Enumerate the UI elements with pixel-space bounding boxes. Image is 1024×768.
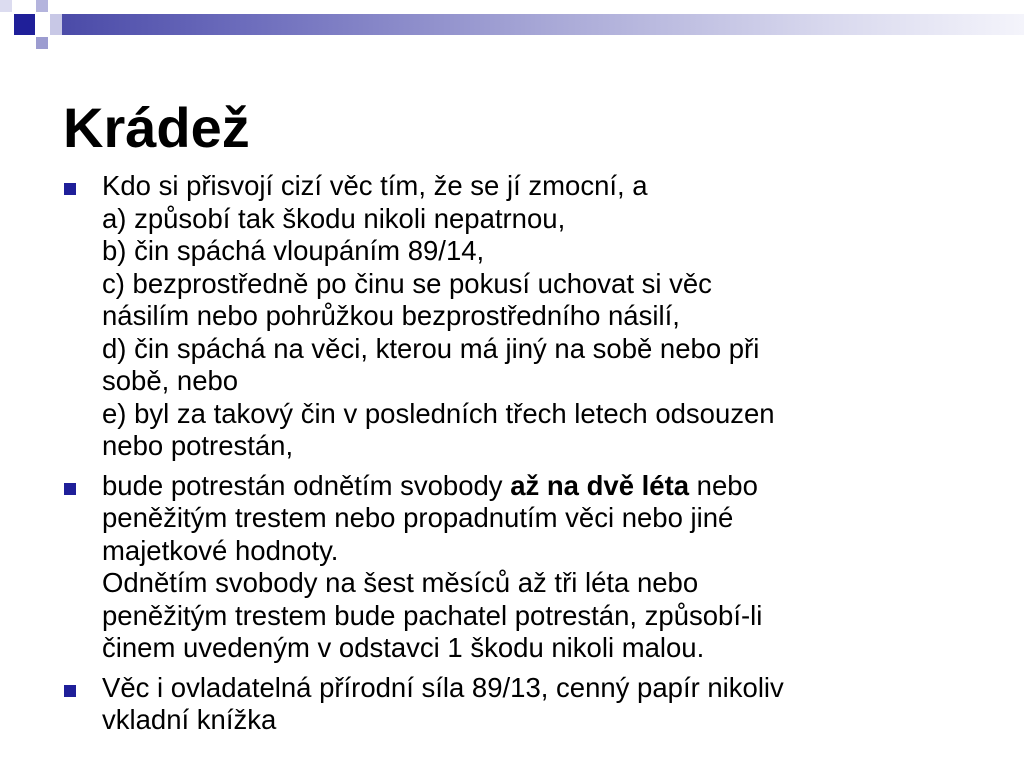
bullet-line: c) bezprostředně po činu se pokusí uchovat si věc — [102, 267, 712, 299]
bullet-line — [102, 470, 964, 503]
square-bullet-icon — [64, 685, 76, 697]
bullet-line: sobě, nebo — [102, 365, 239, 396]
bullet-line: nebo potrestán, — [102, 430, 294, 461]
bullet-line: a) způsobí tak škodu nikoli nepatrnou, — [102, 202, 566, 234]
square-bullet-icon — [64, 183, 76, 195]
bullet-line: peněžitým trestem bude pachatel potrestán, způsobí-li — [102, 599, 763, 631]
bullet-line: Odnětím svobody na šest měsíců až tři léta nebo — [102, 567, 699, 598]
bullet-line: činem uvedeným v odstavci 1 škodu nikoli malou. — [102, 632, 705, 663]
bullet-line: peněžitým trestem nebo propadnutím věci nebo jiné — [102, 502, 734, 533]
bullet-text: nebo — [689, 469, 758, 501]
bullet-line: Kdo si přisvojí cizí věc tím, že se jí zmocní, a — [102, 170, 648, 201]
bullet-line: d) čin spáchá na věci, kterou má jiný na sobě nebo při — [102, 332, 760, 364]
bullet-line: vkladní knížka — [102, 704, 277, 735]
deco-square-dark — [14, 14, 35, 35]
bullet-list — [0, 170, 1024, 744]
bullet-line: majetkové hodnoty. — [102, 534, 339, 566]
bullet-line: Věc i ovladatelná přírodní síla 89/13, cenný papír nikoliv — [102, 671, 784, 703]
bullet-line: násilím nebo pohrůžkou bezprostředního násilí, — [102, 300, 680, 331]
header-gradient-band — [62, 14, 1024, 35]
bullet-item — [0, 672, 1024, 737]
bullet-line: e) byl za takový čin v posledních třech letech odsouzen — [102, 397, 775, 429]
deco-square-light — [36, 37, 48, 49]
bullet-bold-text: až na dvě léta — [510, 469, 690, 501]
bullet-line: b) čin spáchá vloupáním 89/14, — [102, 235, 485, 266]
bullet-item — [0, 470, 1024, 665]
bullet-text: bude potrestán odnětím svobody — [102, 469, 511, 501]
slide-title: Krádež — [63, 96, 250, 159]
deco-square-light — [0, 0, 12, 12]
square-bullet-icon — [64, 483, 76, 495]
deco-square-light — [36, 0, 48, 12]
bullet-item — [0, 170, 1024, 463]
deco-square-light — [50, 14, 62, 35]
header-decoration — [0, 0, 1024, 64]
